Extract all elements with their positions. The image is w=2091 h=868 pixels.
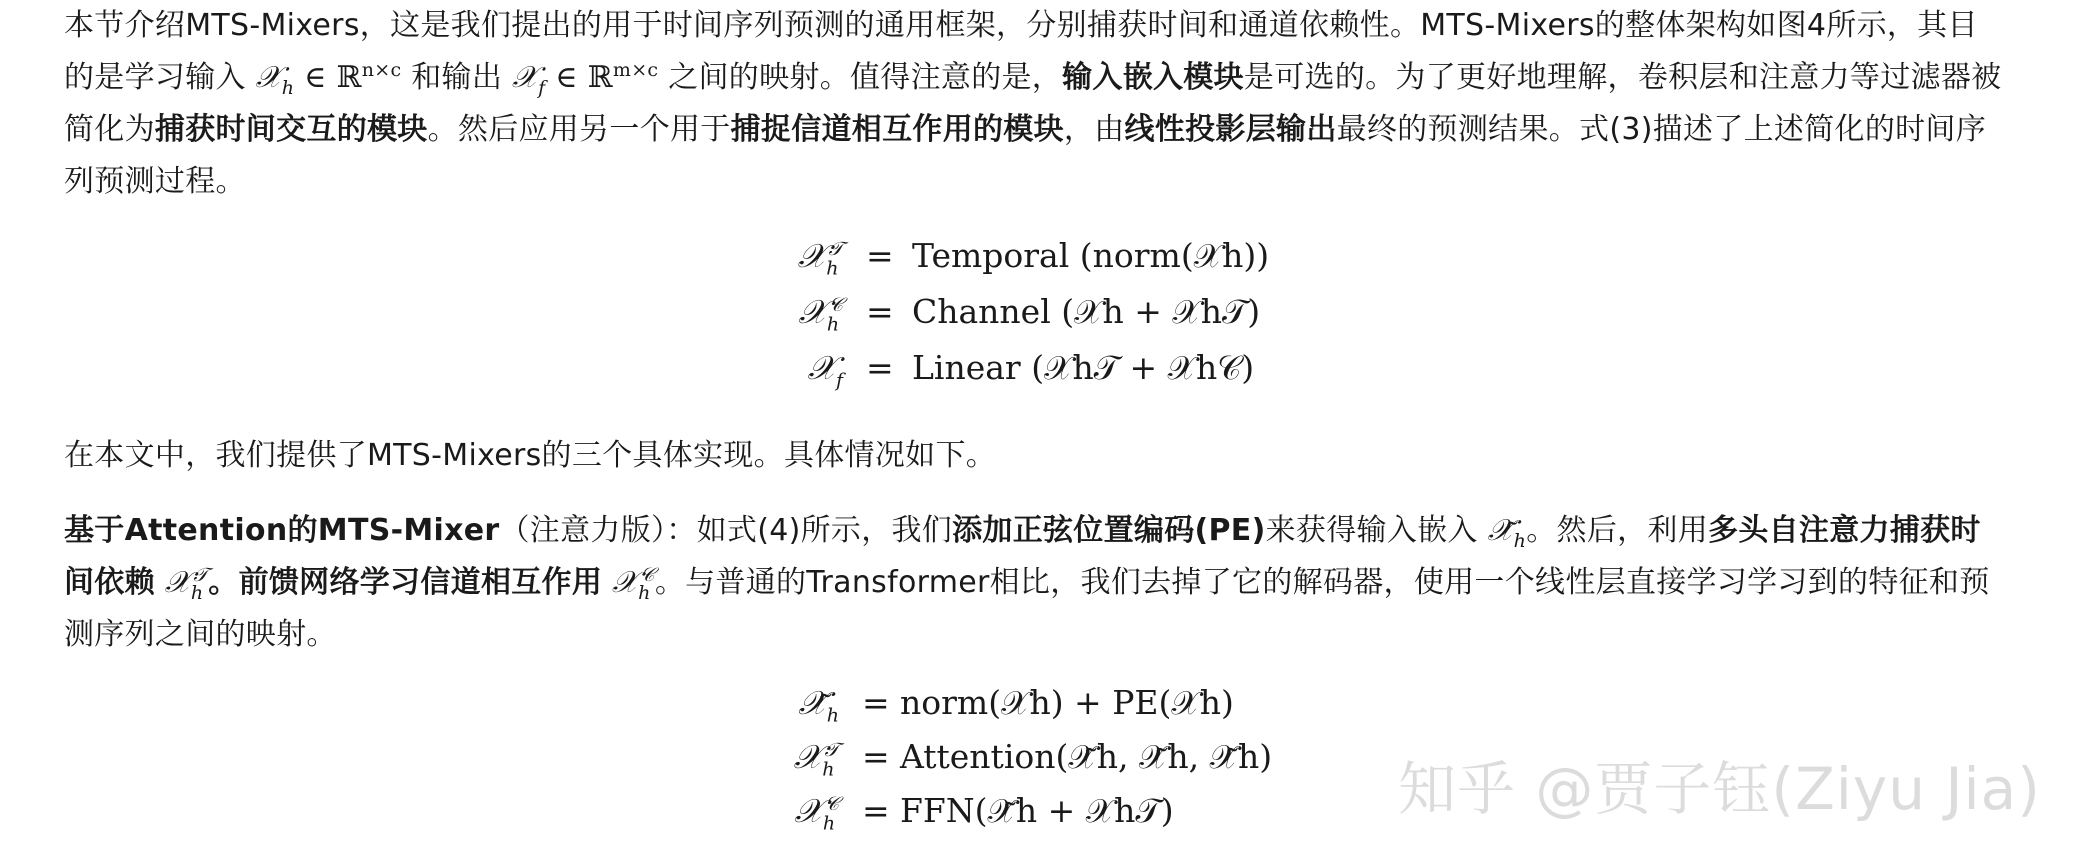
equals-sign: = <box>862 791 890 830</box>
output-dim: m×c <box>612 59 659 81</box>
equation-row <box>0 228 2091 284</box>
real-space-symbol: ∈ ℝ <box>294 60 362 95</box>
bold-temporal-module: 捕获时间交互的模块 <box>154 112 428 147</box>
equation-lhs: 𝒳$_f$ <box>807 348 843 392</box>
output-symbol: 𝒳$_f$ <box>512 60 546 99</box>
para1-text-1: 本节介绍MTS-Mixers，这是我们提出的用于时间序列预测的通用框架，分别捕获时间和通道依赖性。MTS-Mixers的整体架构如图4所示，其目的是学习输入 <box>64 8 1978 95</box>
bold-ffn-channel: 前馈网络学习信道相互作用 <box>238 565 603 600</box>
para1-text-6: ，由 <box>1063 112 1125 147</box>
equals-sign: = <box>866 348 894 387</box>
bold-positional-encoding: 添加正弦位置编码(PE) <box>952 513 1266 548</box>
bold-channel-module: 捕捉信道相互作用的模块 <box>730 112 1064 147</box>
equation-row <box>0 675 2091 731</box>
para1-text-2: 和输出 <box>401 60 512 95</box>
equation-lhs: 𝒳$_h^𝒞$ <box>798 292 843 336</box>
equation-rhs: Channel (𝒳h + 𝒳h𝒯) <box>912 292 1261 331</box>
equals-sign: = <box>862 737 890 776</box>
implementations-intro: 在本文中，我们提供了MTS-Mixers的三个具体实现。具体情况如下。 <box>64 438 997 473</box>
para1-text-4: 是可选的。为了更好地理解，卷积层和注意力等过滤器被简化为 <box>64 60 2002 147</box>
para3-text-3: 。然后，利用 <box>1526 513 1709 548</box>
input-dim: n×c <box>361 59 402 81</box>
equals-sign: = <box>862 683 890 722</box>
para3-text-2: 来获得输入嵌入 <box>1265 513 1488 548</box>
para3-text-1: （注意力版）：如式(4)所示，我们 <box>499 513 953 548</box>
temporal-symbol: 𝒳$_h^𝒯$ <box>154 564 209 604</box>
equation-lhs: 𝒳$_h^𝒞$ <box>794 791 839 835</box>
bold-input-embedding: 输入嵌入模块 <box>1062 60 1244 95</box>
para3-text-4: 。 <box>208 565 239 600</box>
channel-symbol: 𝒳$_h^𝒞$ <box>602 564 655 604</box>
para1-text-3: 之间的映射。值得注意的是， <box>658 60 1063 95</box>
real-space-symbol-2: ∈ ℝ <box>545 60 613 95</box>
input-symbol: 𝒳$_h$ <box>255 60 295 99</box>
equation-rhs: Temporal (norm(𝒳h)) <box>912 236 1270 275</box>
equation-rhs: FFN(𝒳̃h + 𝒳h𝒯) <box>900 791 1174 830</box>
para1-text-7: 最终的预测结果。式(3)描述了上述简化的时间序列预测过程。 <box>64 112 1987 199</box>
bold-attention-mixer: 基于Attention的MTS-Mixer <box>64 513 500 548</box>
equation-lhs: $𝒳̃_h$ <box>798 683 839 727</box>
equation-rhs: Attention(𝒳̃h, 𝒳̃h, 𝒳̃h) <box>900 737 1273 776</box>
para1-text-5: 。然后应用另一个用于 <box>427 112 731 147</box>
equation-lhs: 𝒳$_h^𝒯$ <box>797 236 843 280</box>
intro-paragraph <box>64 0 2004 208</box>
bold-linear-output: 线性投影层输出 <box>1124 112 1337 147</box>
equation-row <box>0 284 2091 340</box>
zhihu-watermark: 知乎 @贾子钰(Ziyu Jia) <box>1398 755 2041 823</box>
para3-text-5: 。与普通的Transformer相比，我们去掉了它的解码器，使用一个线性层直接学习学习到的特征和预测序列之间的映射。 <box>64 565 1990 652</box>
equals-sign: = <box>866 236 894 275</box>
equals-sign: = <box>866 292 894 331</box>
equation-rhs: Linear (𝒳h𝒯 + 𝒳h𝒞) <box>912 348 1255 387</box>
equation-row <box>0 340 2091 396</box>
embedding-symbol: $𝒳̃_h$ <box>1487 513 1527 552</box>
equation-rhs: norm(𝒳h) + PE(𝒳h) <box>900 683 1234 722</box>
equation-lhs: 𝒳$_h^𝒯$ <box>793 737 839 781</box>
attention-mixer-paragraph <box>64 505 2004 661</box>
bold-self-attention: 多头自注意力捕获时间依赖 <box>64 513 1981 600</box>
